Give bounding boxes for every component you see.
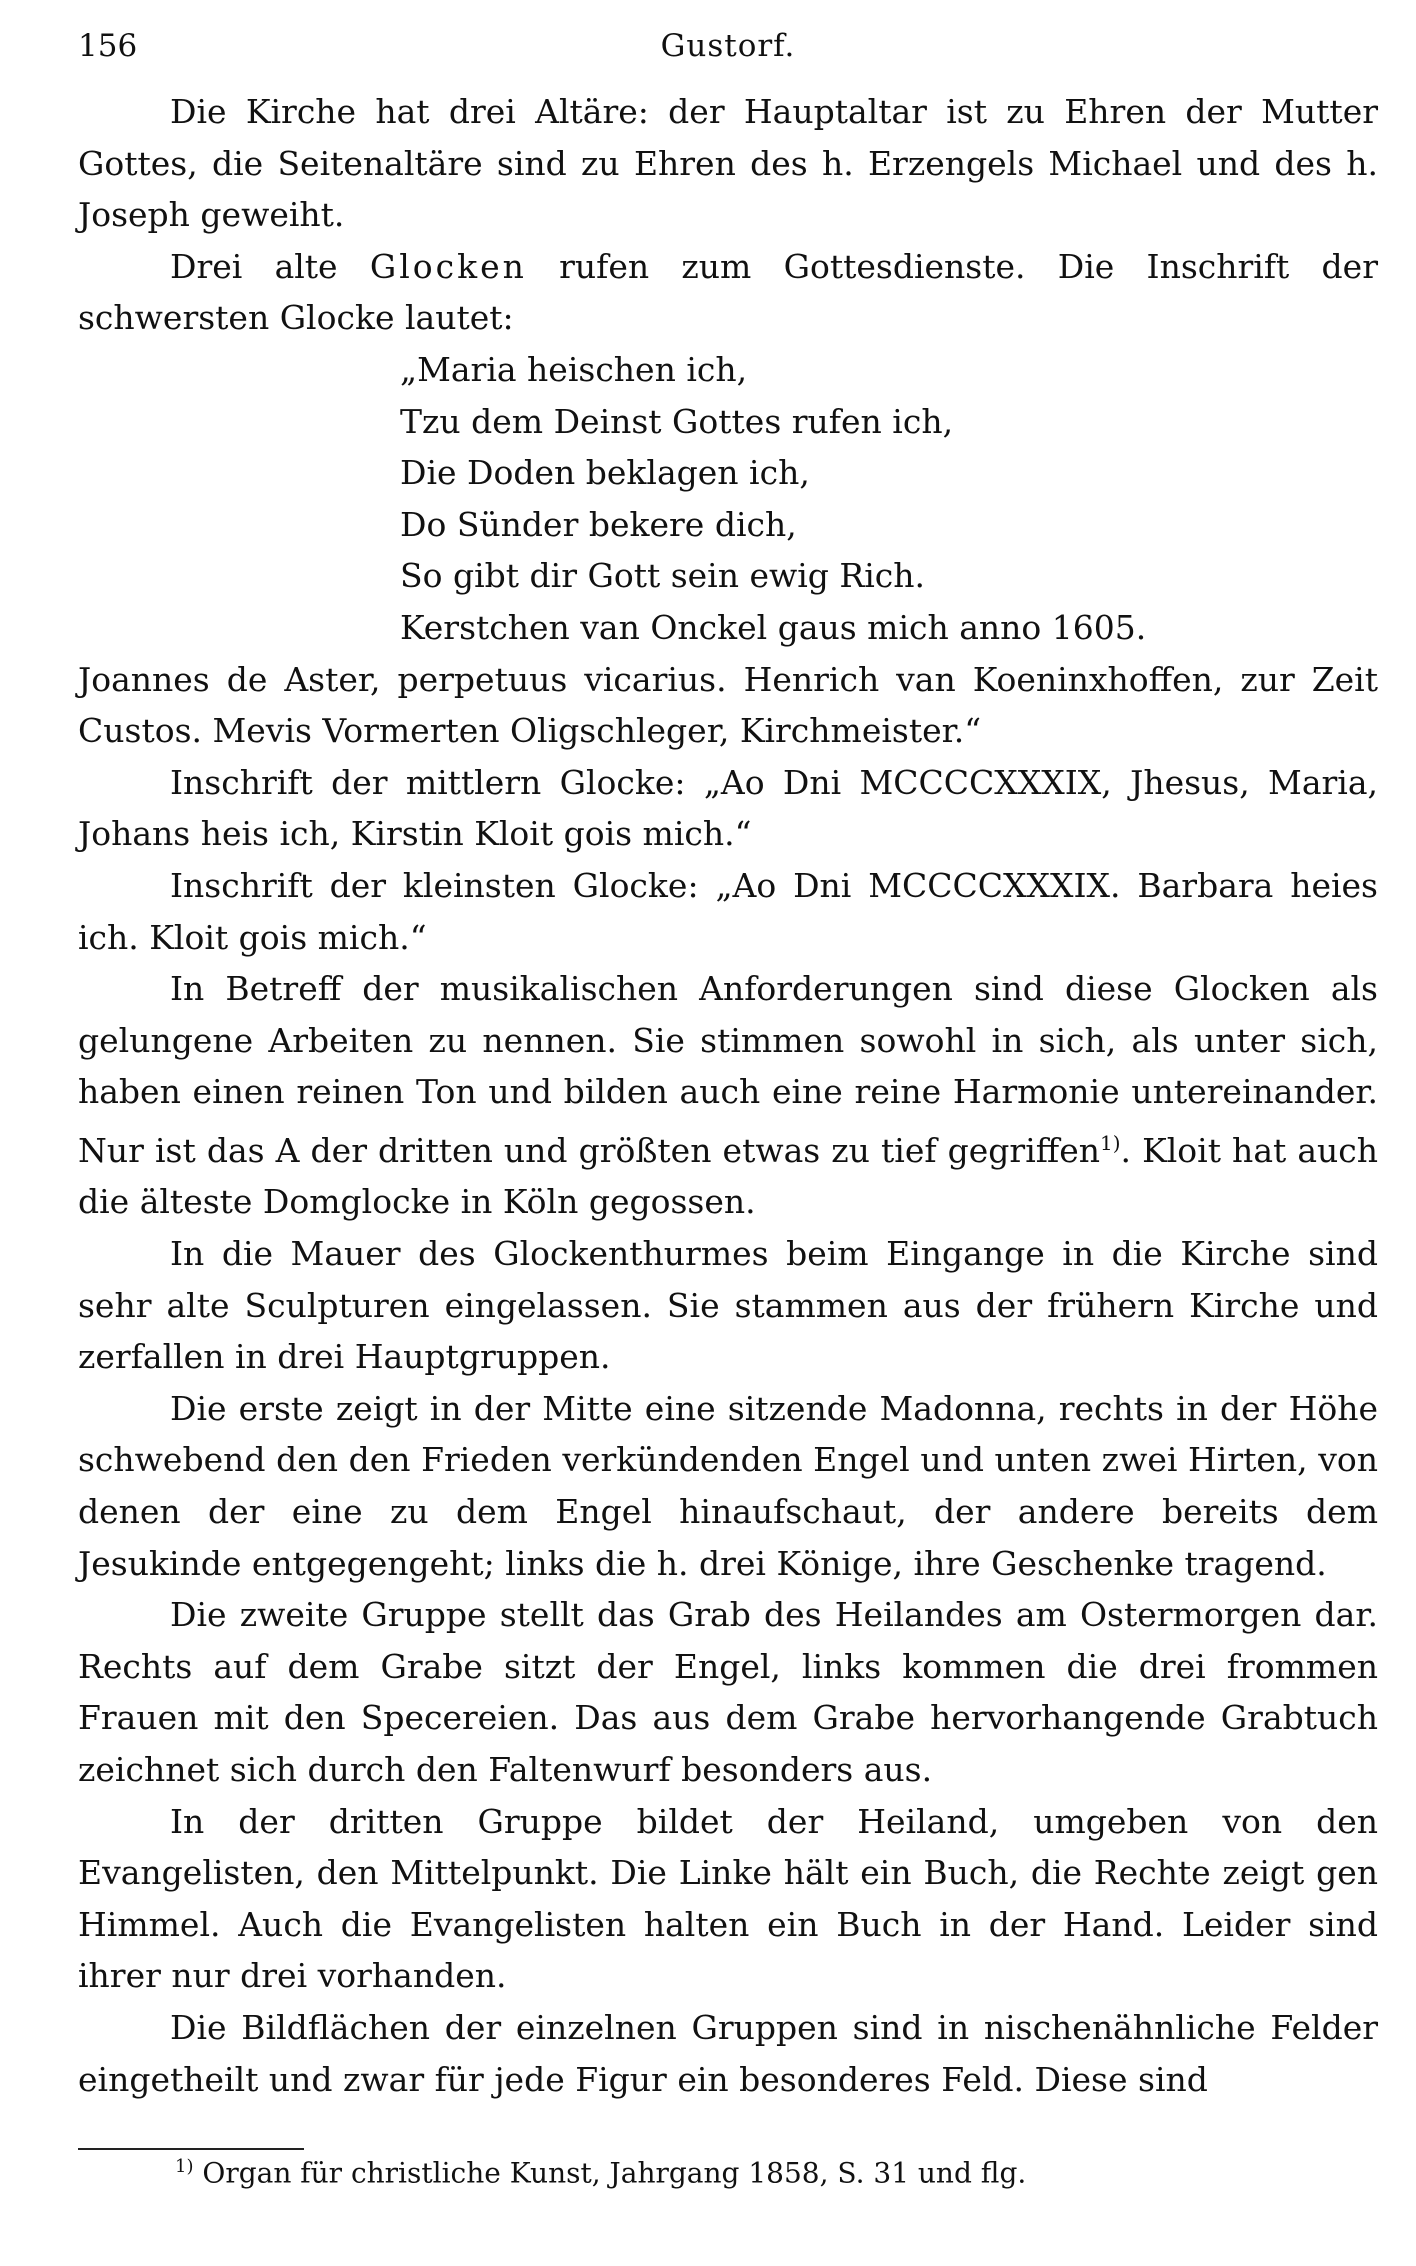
footnote-rule [78, 2148, 304, 2150]
text-run: In Betreff der musikalischen Anforderungen sind diese Glocken als gelungene Arbeiten zu nennen. Sie stimmen sowohl in sich, als unter sich, haben einen reinen Ton und bilden auch eine reine Harmonie untereinander. Nur ist das A der dritten und größten etwas zu tief gegriffen [78, 969, 1378, 1170]
verse-line: So gibt dir Gott sein ewig Rich. [400, 556, 926, 596]
footnote-mark: 1) [175, 2156, 194, 2177]
running-title: Gustorf. [660, 28, 796, 64]
paragraph-second-group: Die zweite Gruppe stellt das Grab des Heilandes am Ostermorgen dar. Rechts auf dem Grabe sitzt der Engel, links kommen die drei frommen Frauen mit den Specereien. Das aus dem Grabe hervorhangende Grabtuch zeichnet sich durch den Faltenwurf besonders aus. [78, 1595, 1378, 1789]
latin-inscription: „Ao Dni MCCCCXXXIX. Barbara heies ich. Kloit gois mich.“ [78, 865, 1378, 957]
verse-line: Kerstchen van Onckel gaus mich anno 1605. [400, 607, 1147, 647]
text-run: rufen zum Gottesdienste. Die Inschrift der schwersten Glocke lautet: [78, 246, 1378, 338]
verse-line: Die Doden beklagen ich, [400, 453, 810, 493]
text-run: Drei alte [170, 246, 370, 286]
latin-inscription: „Ao Dni MCCCCXXXIX, Jhesus, Maria, Johans heis ich, Kirstin Kloit gois mich.“ [78, 762, 1378, 854]
paragraph-altars: Die Kirche hat drei Altäre: der Hauptaltar ist zu Ehren der Mutter Gottes, die Seitenaltäre sind zu Ehren des h. Erzengels Michael und des h. Joseph geweiht. [78, 92, 1378, 235]
spaced-word: Glocken [369, 246, 527, 286]
paragraph-small-bell [78, 860, 1378, 963]
page-header [78, 20, 1378, 72]
footnote [175, 2156, 1026, 2189]
paragraph-middle-bell [78, 757, 1378, 860]
document-page [78, 20, 1378, 2105]
paragraph-third-group: In der dritten Gruppe bildet der Heiland, umgeben von den Evangelisten, den Mittelpunkt. Die Linke hält ein Buch, die Rechte zeigt gen Himmel. Auch die Evangelisten halten ein Buch in der Hand. Leider sind ihrer nur drei vorhanden. [78, 1801, 1378, 1996]
paragraph-bells-intro [78, 241, 1378, 344]
bell-inscription-verse [400, 344, 1378, 654]
paragraph-image-fields: Die Bildflächen der einzelnen Gruppen sind in nischenähnliche Felder eingetheilt und zwar für jede Figur ein besonderes Feld. Diese sind [78, 2007, 1378, 2099]
text-run: Inschrift der kleinsten Glocke: [170, 865, 716, 905]
paragraph-first-group: Die erste zeigt in der Mitte eine sitzende Madonna, rechts in der Höhe schwebend den den Frieden verkündenden Engel und unten zwei Hirten, von denen der eine zu dem Engel hinaufschaut, der andere bereits dem Jesukinde entgegengeht; links die h. drei Könige, ihre Geschenke tragend. [78, 1388, 1378, 1583]
paragraph-sculptures: In die Mauer des Glockenthurmes beim Eingange in die Kirche sind sehr alte Sculpturen eingelassen. Sie stammen aus der frühern Kirche und zerfallen in drei Hauptgruppen. [78, 1234, 1378, 1377]
verse-line: Do Sünder bekere dich, [400, 504, 797, 544]
paragraph-inscription-names: Joannes de Aster, perpetuus vicarius. Henrich van Koeninxhoffen, zur Zeit Custos. Mevis Vormerten Oligschleger, Kirchmeister.“ [78, 659, 1378, 751]
footnote-text: Organ für christliche Kunst, Jahrgang 1858, S. 31 und flg. [193, 2156, 1027, 2190]
verse-line: Tzu dem Deinst Gottes rufen ich, [400, 401, 954, 441]
text-run: . Kloit hat auch die älteste Domglocke in Köln gegossen. [78, 1130, 1378, 1222]
page-body [78, 86, 1378, 2105]
page-number: 156 [78, 28, 138, 64]
footnote-reference: 1) [1099, 1130, 1121, 1155]
paragraph-music [78, 963, 1378, 1228]
verse-line: „Maria heischen ich, [400, 349, 748, 389]
text-run: Inschrift der mittlern Glocke: [170, 762, 704, 802]
